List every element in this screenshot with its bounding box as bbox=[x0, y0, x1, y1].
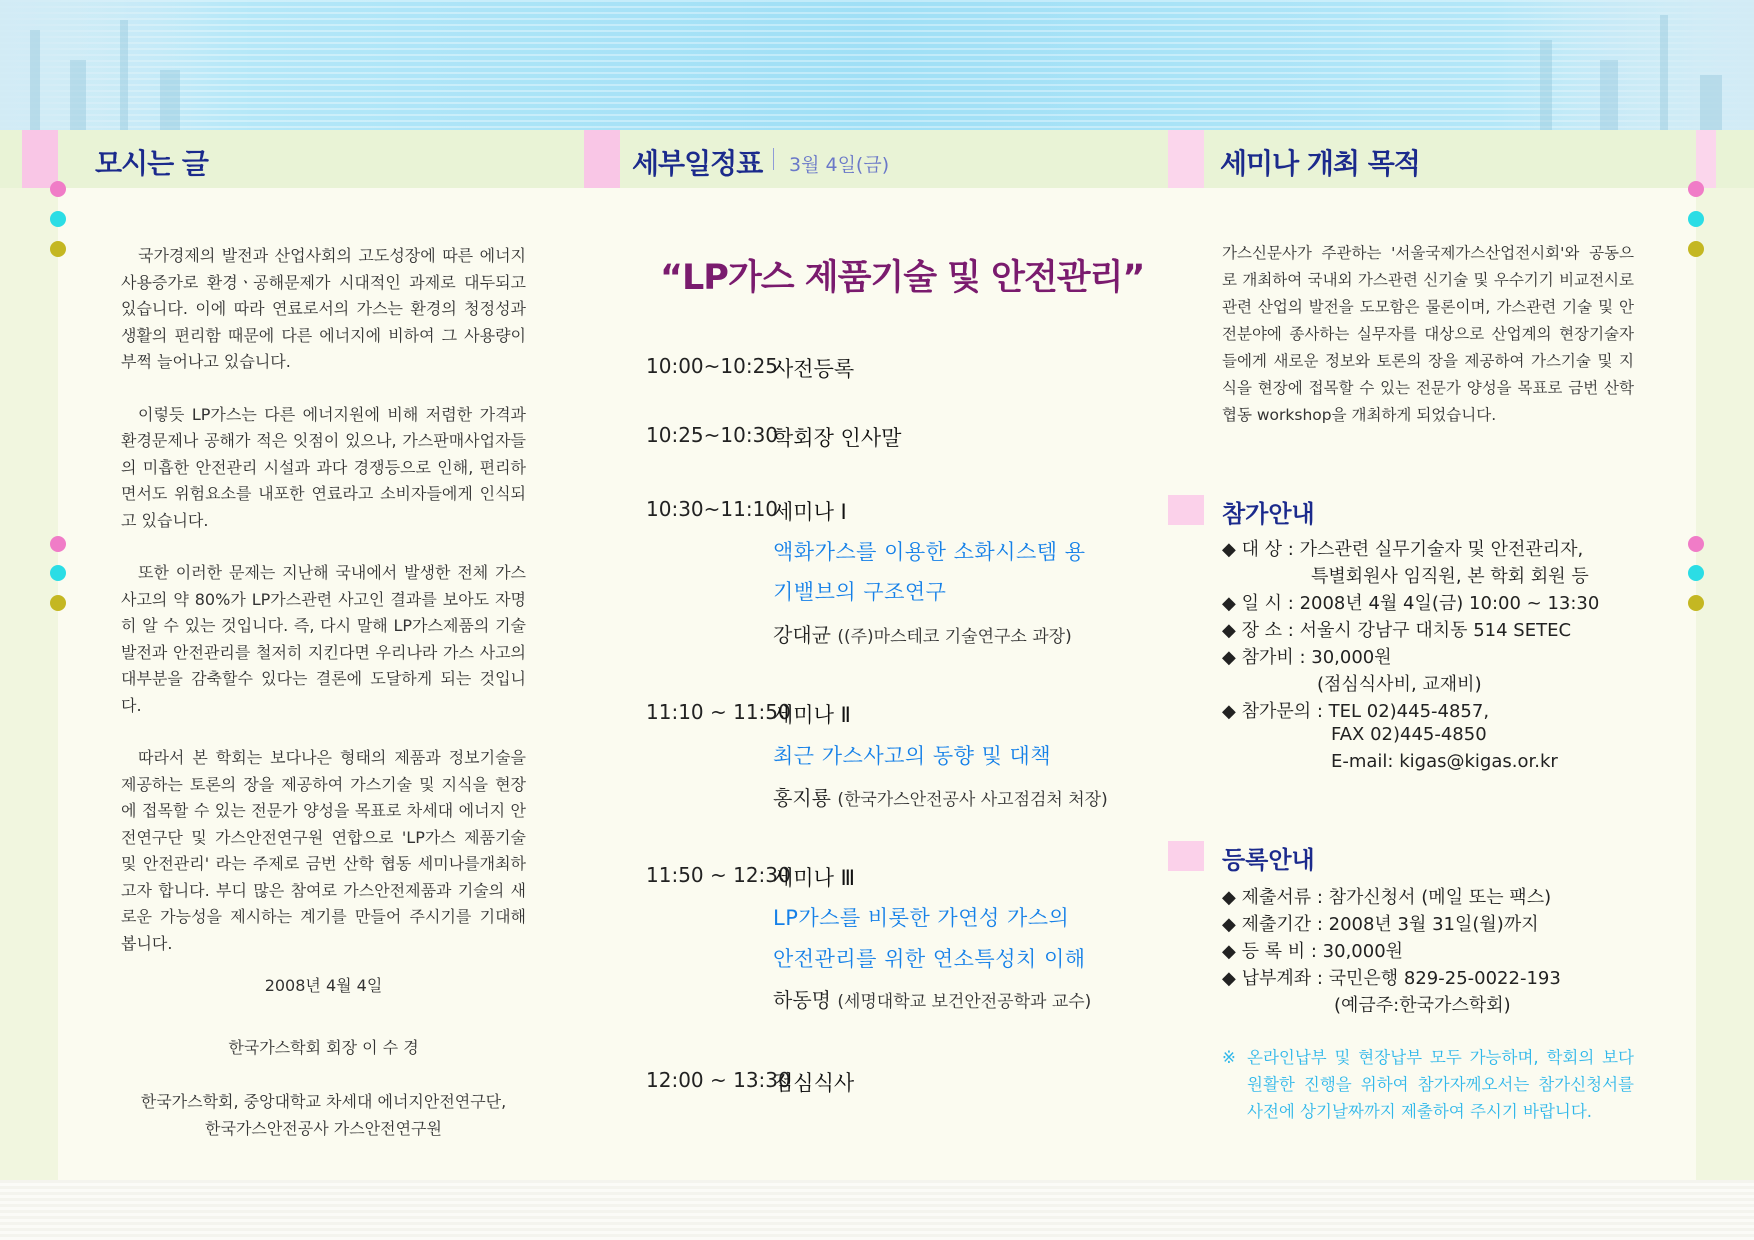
seminar-topic: 최근 가스사고의 동향 및 대책 bbox=[773, 744, 1052, 768]
header-separator bbox=[773, 148, 774, 170]
tower-shape bbox=[70, 60, 86, 130]
seminar-topic: 액화가스를 이용한 소화시스템 용 bbox=[773, 540, 1086, 564]
participation-heading: 참가안내 bbox=[1222, 500, 1315, 528]
tower-shape bbox=[1700, 75, 1722, 130]
dot-cyan bbox=[1688, 565, 1704, 581]
participation-line: ◆ 대 상 : 가스관련 실무기술자 및 안전관리자, bbox=[1222, 539, 1584, 560]
participation-line: FAX 02)445-4850 bbox=[1331, 724, 1487, 745]
schedule-item: 학회장 인사말 bbox=[773, 426, 902, 450]
speaker-name: 하동명 bbox=[773, 988, 831, 1012]
schedule-item: 세미나 Ⅰ bbox=[773, 500, 847, 524]
speaker-affiliation: (한국가스안전공사 사고점검처 처장) bbox=[837, 790, 1108, 810]
tower-shape bbox=[160, 70, 180, 130]
registration-line: ◆ 제출기간 : 2008년 3월 31일(월)까지 bbox=[1222, 914, 1539, 935]
schedule-item: 점심식사 bbox=[773, 1071, 855, 1095]
seminar-speaker bbox=[773, 619, 1072, 648]
participation-line: ◆ 참가문의 : TEL 02)445-4857, bbox=[1222, 701, 1490, 722]
schedule-date: 3월 4일(금) bbox=[789, 154, 890, 176]
dot-pink bbox=[50, 181, 66, 197]
speaker-affiliation: ((주)마스테코 기술연구소 과장) bbox=[837, 627, 1072, 647]
tower-shape bbox=[1660, 15, 1668, 130]
section-marker bbox=[1168, 841, 1204, 871]
letter-date: 2008년 4월 4일 bbox=[264, 976, 383, 995]
header-tab-edge bbox=[1696, 130, 1716, 188]
dot-cyan bbox=[50, 565, 66, 581]
dot-cyan bbox=[50, 211, 66, 227]
seminar-topic: LP가스를 비롯한 가연성 가스의 bbox=[773, 906, 1070, 930]
top-banner bbox=[0, 0, 1754, 130]
organizer-line-2: 한국가스안전공사 가스안전연구원 bbox=[205, 1119, 442, 1138]
header-bar-left bbox=[0, 130, 585, 188]
seminar-topic: 안전관리를 위한 연소특성치 이해 bbox=[773, 947, 1086, 971]
registration-heading: 등록안내 bbox=[1222, 846, 1315, 874]
participation-line: ◆ 일 시 : 2008년 4월 4일(금) 10:00 ~ 13:30 bbox=[1222, 593, 1600, 614]
dot-olive bbox=[50, 241, 66, 257]
greeting-paragraph: 이렇듯 LP가스는 다른 에너지원에 비해 저렴한 가격과 환경문제나 공해가 적은 잇점이 있으나, 가스판매사업자들의 미흡한 안전관리 시설과 과다 경쟁등으로 인해, 편리하면서도 위험요소를 내포한 연료라고 소비자들에게 인식되고 있습니다. bbox=[121, 404, 526, 530]
registration-line: ◆ 제출서류 : 참가신청서 (메일 또는 팩스) bbox=[1222, 887, 1552, 908]
dot-olive bbox=[50, 595, 66, 611]
purpose-title: 세미나 개최 목적 bbox=[1220, 147, 1420, 180]
speaker-name: 강대균 bbox=[773, 623, 831, 647]
schedule-time: 12:00 ~ 13:30 bbox=[646, 1068, 791, 1092]
seminar-speaker bbox=[773, 782, 1108, 811]
speaker-affiliation: (세명대학교 보건안전공학과 교수) bbox=[837, 992, 1092, 1012]
schedule-time: 11:10 ~ 11:50 bbox=[646, 700, 791, 724]
schedule-item: 세미나 Ⅲ bbox=[773, 866, 856, 890]
dot-cyan bbox=[1688, 211, 1704, 227]
right-side-strip bbox=[1696, 130, 1754, 1180]
registration-line: (예금주:한국가스학회) bbox=[1334, 995, 1511, 1016]
letter-signature: 한국가스학회 회장 이 수 경 bbox=[228, 1038, 419, 1057]
tower-shape bbox=[120, 20, 128, 130]
note-mark: ※ bbox=[1222, 1048, 1236, 1067]
participation-line: ◆ 참가비 : 30,000원 bbox=[1222, 647, 1392, 668]
seminar-main-title: “LP가스 제품기술 및 안전관리” bbox=[660, 258, 1145, 298]
tower-shape bbox=[1600, 60, 1618, 130]
greeting-paragraph: 국가경제의 발전과 산업사회의 고도성장에 따른 에너지 사용증가로 환경ㆍ공해문제가 시대적인 과제로 대두되고 있습니다. 이에 따라 연료로서의 가스는 환경의 청정성과 생활의 편리함 때문에 다른 에너지에 비하여 그 사용량이 부쩍 늘어나고 있습니다. bbox=[121, 246, 526, 371]
section-marker bbox=[1168, 495, 1204, 525]
schedule-item: 사전등록 bbox=[773, 357, 855, 381]
participation-line: 특별회원사 임직원, 본 학회 회원 등 bbox=[1311, 566, 1589, 587]
schedule-time: 10:25~10:30 bbox=[646, 423, 779, 447]
schedule-time: 11:50 ~ 12:30 bbox=[646, 863, 791, 887]
left-side-strip bbox=[0, 130, 58, 1180]
bottom-strip bbox=[0, 1180, 1754, 1240]
schedule-time: 10:00~10:25 bbox=[646, 354, 779, 378]
seminar-topic: 기밸브의 구조연구 bbox=[773, 580, 947, 604]
dot-olive bbox=[1688, 595, 1704, 611]
organizer-line-1: 한국가스학회, 중앙대학교 차세대 에너지안전연구단, bbox=[140, 1092, 507, 1111]
schedule-time: 10:30~11:10 bbox=[646, 497, 779, 521]
greeting-body bbox=[121, 243, 526, 983]
speaker-name: 홍지룡 bbox=[773, 786, 831, 810]
schedule-item: 세미나 Ⅱ bbox=[773, 703, 851, 727]
registration-line: ◆ 등 록 비 : 30,000원 bbox=[1222, 941, 1404, 962]
greeting-paragraph: 또한 이러한 문제는 지난해 국내에서 발생한 전체 가스사고의 약 80%가 LP가스관련 사고인 결과를 보아도 자명히 알 수 있는 것입니다. 즉, 다시 말해 LP가스제품의 기술발전과 안전관리를 철저히 지킨다면 우리나라 가스 사고의 대부분을 감축할수 있다는 결론에 도달하게 되는 것입니다. bbox=[121, 563, 526, 715]
note-text: 온라인납부 및 현장납부 모두 가능하며, 학회의 보다 원활한 진행을 위하여 참가자께오서는 참가신청서를 사전에 상기날짜까지 제출하여 주시기 바랍니다. bbox=[1247, 1048, 1634, 1121]
greeting-title: 모시는 글 bbox=[95, 147, 208, 180]
contact-email: E-mail: kigas@kigas.or.kr bbox=[1331, 751, 1558, 772]
seminar-speaker bbox=[773, 984, 1091, 1013]
dot-pink bbox=[1688, 181, 1704, 197]
payment-note bbox=[1222, 1044, 1634, 1125]
header-tab-middle bbox=[584, 130, 620, 188]
registration-line: ◆ 납부계좌 : 국민은행 829-25-0022-193 bbox=[1222, 968, 1561, 989]
schedule-title: 세부일정표 bbox=[632, 147, 763, 180]
participation-line: ◆ 장 소 : 서울시 강남구 대치동 514 SETEC bbox=[1222, 620, 1572, 641]
header-tab-right bbox=[1168, 130, 1204, 188]
dot-pink bbox=[50, 536, 66, 552]
tower-shape bbox=[1540, 40, 1552, 130]
purpose-body: 가스신문사가 주관하는 '서울국제가스산업전시회'와 공동으로 개최하여 국내외 가스관련 신기술 및 우수기기 비교전시로 관련 산업의 발전을 도모함은 물론이며, 가스관련 기술 및 안전분야에 종사하는 실무자를 대상으로 산업계의 현장기술자들에게 새로운 정보와 토론의 장을 제공하여 가스기술 및 지식을 현장에 접목할 수 있는 전문가 양성을 목표로 금번 산학협동 workshop을 개최하게 되었습니다. bbox=[1222, 244, 1634, 424]
greeting-paragraph: 따라서 본 학회는 보다나은 형태의 제품과 정보기술을 제공하는 토론의 장을 제공하여 가스기술 및 지식을 현장에 접목할 수 있는 전문가 양성을 목표로 차세대 에너지 안전연구단 및 가스안전연구원 연합으로 'LP가스 제품기술 및 안전관리' 라는 주제로 금번 산학 협동 세미나를개최하고자 합니다. 부디 많은 참여로 가스안전제품과 기술의 새로운 가능성을 제시하는 계기를 만들어 주시기를 기대해 봅니다. bbox=[121, 748, 526, 953]
dot-olive bbox=[1688, 241, 1704, 257]
participation-line: (점심식사비, 교재비) bbox=[1317, 674, 1482, 695]
header-tab-left bbox=[22, 130, 58, 188]
dot-pink bbox=[1688, 536, 1704, 552]
tower-shape bbox=[30, 30, 40, 130]
